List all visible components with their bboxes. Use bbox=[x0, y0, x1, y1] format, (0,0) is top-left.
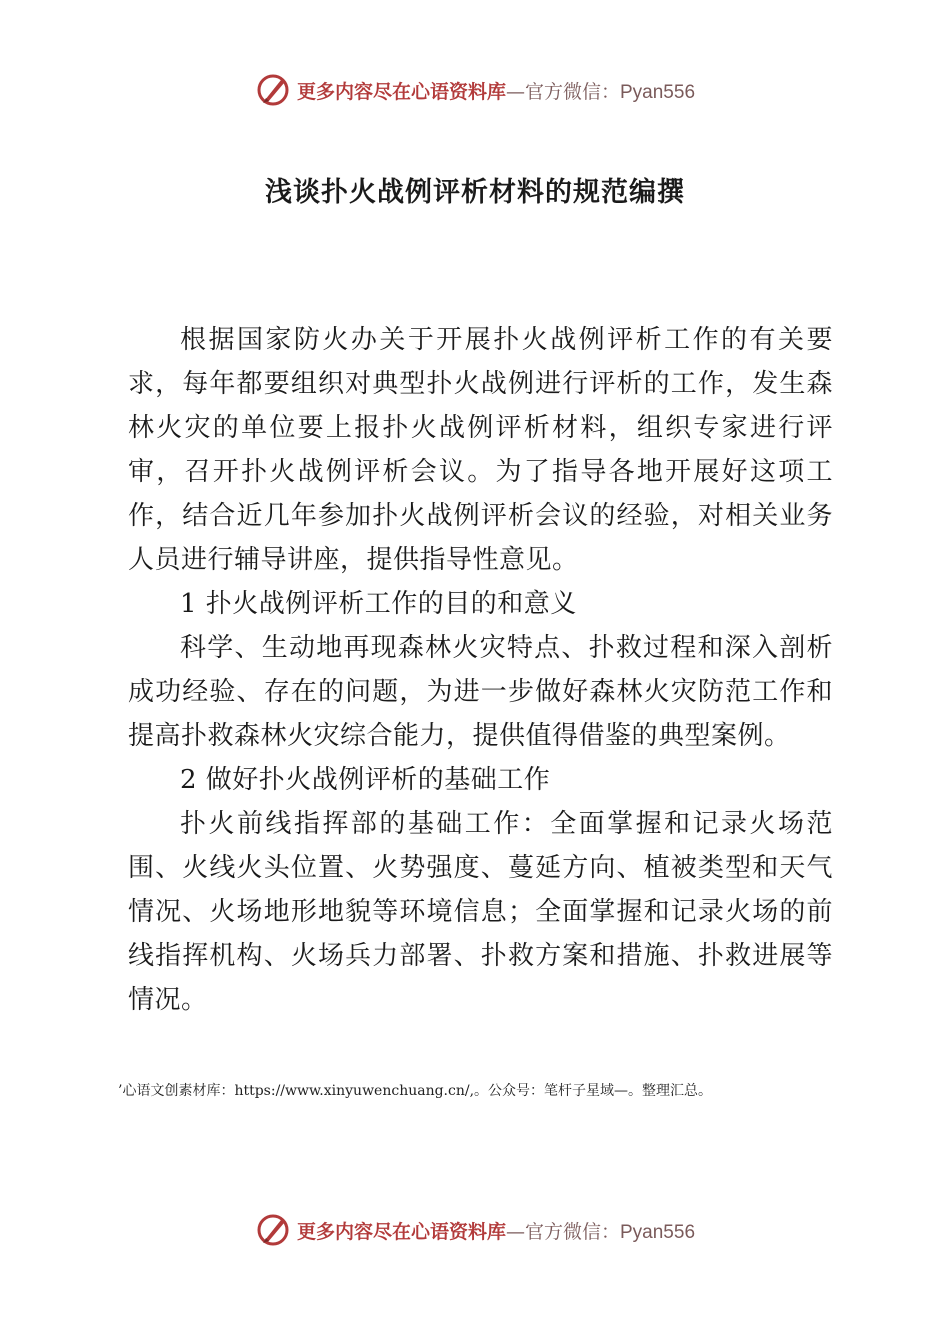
banner-text bbox=[297, 1217, 695, 1244]
paragraph-section-1: 科学、生动地再现森林火灾特点、扑救过程和深入剖析成功经验、存在的问题，为进一步做好森林火灾防范工作和提高扑救森林火灾综合能力，提供值得借鉴的典型案例。 bbox=[128, 633, 833, 751]
banner-main-text: 更多内容尽在心语资料库 bbox=[296, 80, 506, 103]
paragraph-intro: 根据国家防火办关于开展扑火战例评析工作的有关要求，每年都要组织对典型扑火战例进行评析的工作，发生森林火灾的单位要上报扑火战例评析材料，组织专家进行评审，召开扑火战例评析会议。为了指导各地开展好这项工作，结合近几年参加扑火战例评析会议的经验，对相关业务人员进行辅导讲座，提供指导性意见。 bbox=[128, 325, 833, 575]
section-heading-2: 2 做好扑火战例评析的基础工作 bbox=[180, 765, 551, 795]
paragraph-section-2: 扑火前线指挥部的基础工作：全面掌握和记录火场范围、火线火头位置、火势强度、蔓延方向、植被类型和天气情况、火场地形地貌等环境信息；全面掌握和记录火场的前线指挥机构、火场兵力部署、扑救方案和措施、扑救进展等情况。 bbox=[128, 809, 833, 1015]
banner-wechat-id: Pyan556 bbox=[620, 81, 696, 103]
banner-sub-text: —官方微信： bbox=[505, 80, 620, 103]
source-footnote: ’心语文创素材库：https://www.xinyuwenchuang.cn/,。公众号：笔杆子星域—。整理汇总。 bbox=[118, 1083, 713, 1099]
banner-sub-text: —官方微信： bbox=[505, 1220, 620, 1243]
banner-text bbox=[297, 77, 695, 104]
section-heading-1: 1 扑火战例评析工作的目的和意义 bbox=[180, 589, 577, 619]
document-title: 浅谈扑火战例评析材料的规范编撰 bbox=[265, 177, 685, 208]
pen-quill-logo-icon bbox=[255, 1212, 291, 1248]
pen-quill-logo-icon bbox=[255, 72, 291, 108]
banner-main-text: 更多内容尽在心语资料库 bbox=[296, 1220, 506, 1243]
header-banner bbox=[0, 72, 950, 108]
footer-banner bbox=[0, 1212, 950, 1248]
document-body bbox=[128, 318, 833, 1022]
banner-wechat-id: Pyan556 bbox=[620, 1221, 696, 1243]
